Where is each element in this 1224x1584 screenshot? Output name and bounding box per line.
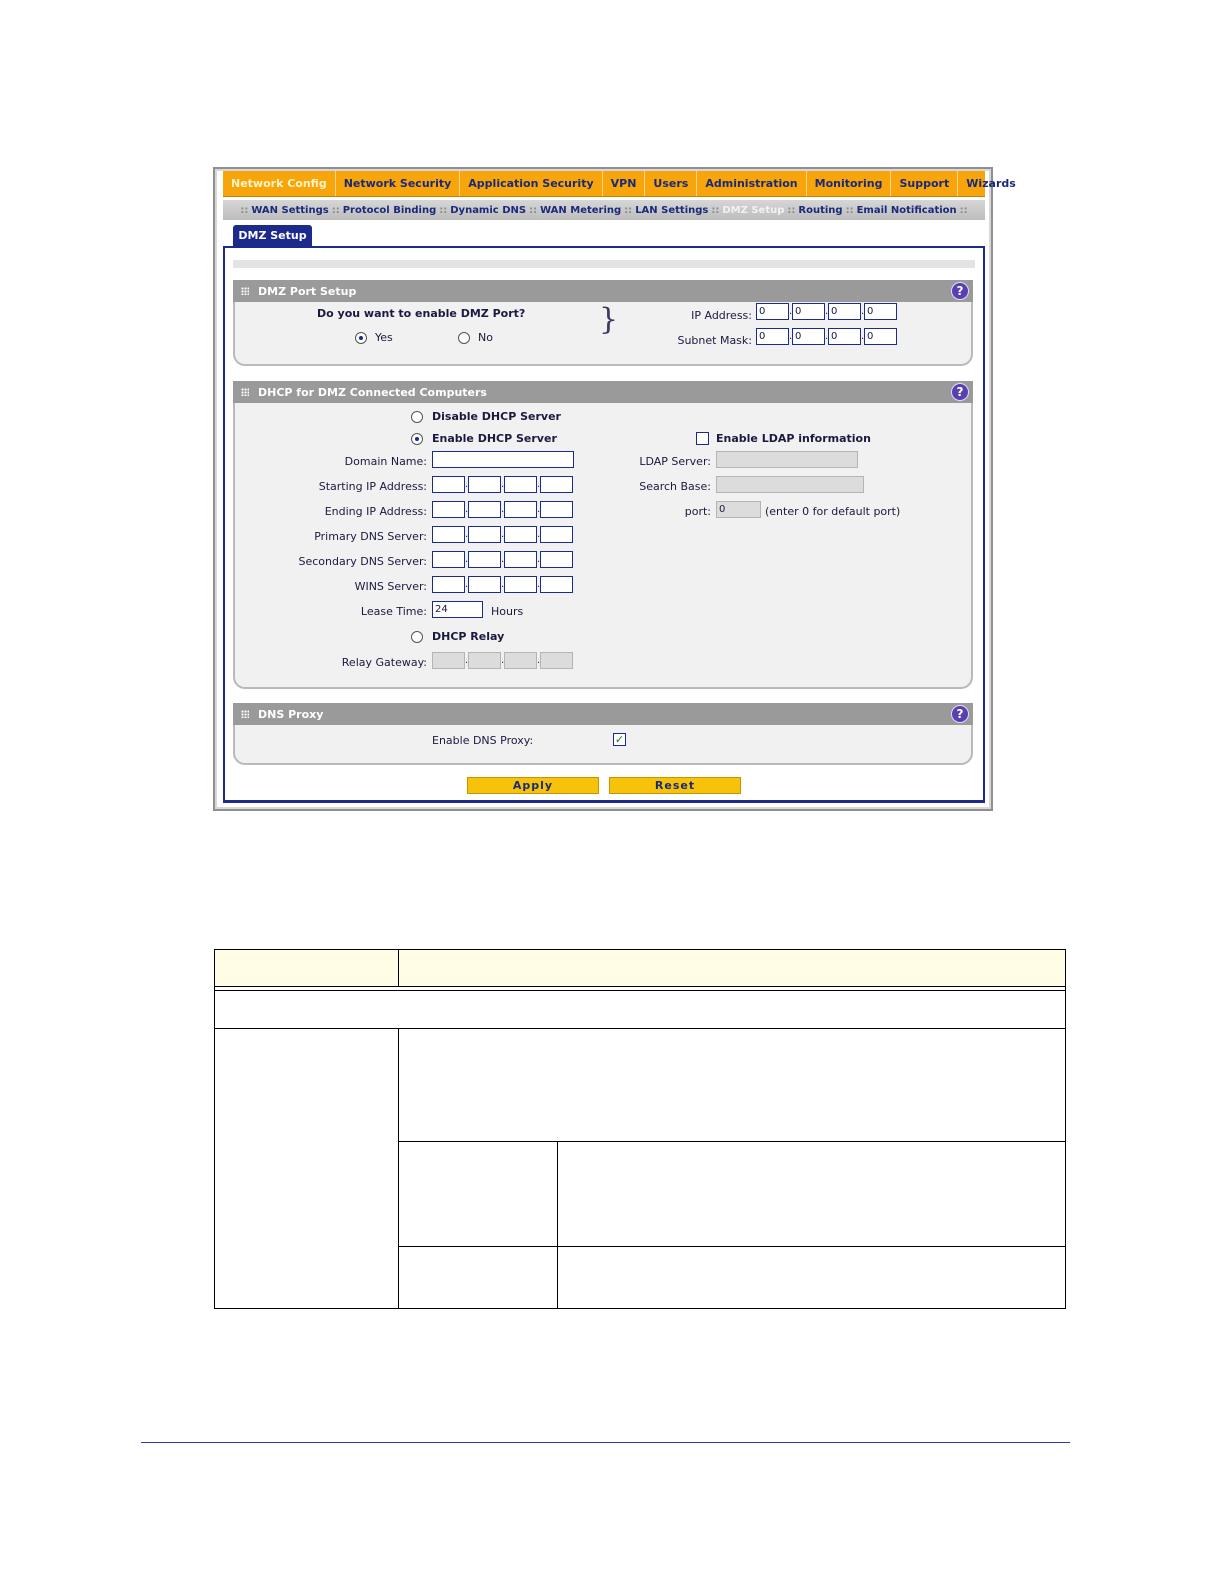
radio-dmz-yes[interactable] xyxy=(355,332,367,344)
ip-address-label: IP Address: xyxy=(691,309,752,322)
menu-wizards[interactable]: Wizards xyxy=(966,177,1016,190)
screenshot-frame xyxy=(213,167,1016,811)
domain-name-label: Domain Name: xyxy=(344,455,427,468)
grip-icon xyxy=(241,388,249,396)
subnet-mask-label: Subnet Mask: xyxy=(677,334,752,347)
radio-label-yes: Yes xyxy=(375,331,393,344)
submenu-wan-metering[interactable]: WAN Metering xyxy=(540,204,622,216)
relay-gateway-label: Relay Gateway: xyxy=(341,656,427,669)
wins-label: WINS Server: xyxy=(354,580,427,593)
section-body-dns-proxy xyxy=(233,725,973,765)
end-ip-octet-2[interactable] xyxy=(468,501,501,518)
reset-button[interactable]: Reset xyxy=(609,777,741,794)
table-header-row xyxy=(215,950,1065,986)
end-ip-octet-3[interactable] xyxy=(504,501,537,518)
section-title: DMZ Port Setup xyxy=(258,284,357,298)
port-input xyxy=(716,501,761,518)
ldap-server-label: LDAP Server: xyxy=(639,455,711,468)
radio-dmz-no[interactable] xyxy=(458,332,470,344)
end-ip-field: . . . xyxy=(432,501,573,518)
apply-button[interactable]: Apply xyxy=(467,777,599,794)
relay-gateway-field: . . . xyxy=(432,652,573,669)
menu-application-security[interactable]: Application Security xyxy=(460,171,602,196)
lease-time-input[interactable] xyxy=(432,601,483,618)
wins-octet-1[interactable] xyxy=(432,576,465,593)
menu-vpn[interactable]: VPN xyxy=(603,171,646,196)
start-ip-octet-4[interactable] xyxy=(540,476,573,493)
menu-network-config[interactable]: Network Config xyxy=(223,171,336,196)
mask-octet-4[interactable] xyxy=(864,328,897,345)
secondary-dns-label: Secondary DNS Server: xyxy=(298,555,427,568)
radio-label-no: No xyxy=(478,331,493,344)
ldap-server-input xyxy=(716,451,858,468)
grip-icon xyxy=(241,710,249,718)
secondary-dns-octet-4[interactable] xyxy=(540,551,573,568)
submenu-dynamic-dns[interactable]: Dynamic DNS xyxy=(450,204,527,216)
primary-dns-octet-3[interactable] xyxy=(504,526,537,543)
section-body-dhcp xyxy=(233,403,973,689)
section-title: DNS Proxy xyxy=(258,707,324,721)
ip-address-field: 0 . 0 . 0 . 0 xyxy=(756,303,897,320)
mask-octet-2[interactable] xyxy=(792,328,825,345)
primary-dns-field: . . . xyxy=(432,526,573,543)
lease-time-label: Lease Time: xyxy=(360,605,427,618)
subnet-mask-field: 0 . 0 . 0 . 0 xyxy=(756,328,897,345)
menu-administration[interactable]: Administration xyxy=(697,171,806,196)
secondary-dns-octet-2[interactable] xyxy=(468,551,501,568)
footer-rule xyxy=(141,1442,1070,1443)
end-ip-label: Ending IP Address: xyxy=(324,505,427,518)
mask-octet-1[interactable] xyxy=(756,328,789,345)
ip-octet-2[interactable] xyxy=(792,303,825,320)
dns-proxy-label: Enable DNS Proxy: xyxy=(432,734,534,747)
ldap-enable-checkbox[interactable] xyxy=(696,432,709,445)
submenu-email-notification[interactable]: Email Notification xyxy=(856,204,957,216)
section-header-dhcp xyxy=(233,381,973,403)
end-ip-octet-4[interactable] xyxy=(540,501,573,518)
primary-dns-octet-2[interactable] xyxy=(468,526,501,543)
search-base-input xyxy=(716,476,864,493)
section-body-dmz-port xyxy=(233,302,973,366)
help-icon[interactable]: ? xyxy=(951,282,969,300)
relay-octet-2 xyxy=(468,652,501,669)
ip-octet-4[interactable] xyxy=(864,303,897,320)
menu-monitoring[interactable]: Monitoring xyxy=(807,171,892,196)
menu-network-security[interactable]: Network Security xyxy=(336,171,461,196)
submenu-wan-settings[interactable]: WAN Settings xyxy=(251,204,329,216)
disable-dhcp-label: Disable DHCP Server xyxy=(432,410,561,423)
grip-icon xyxy=(241,287,249,295)
start-ip-label: Starting IP Address: xyxy=(318,480,427,493)
wins-octet-3[interactable] xyxy=(504,576,537,593)
table-border xyxy=(214,949,1066,1309)
primary-dns-octet-4[interactable] xyxy=(540,526,573,543)
port-label: port: xyxy=(684,505,711,518)
submenu-dmz-setup[interactable]: DMZ Setup xyxy=(722,204,785,216)
wins-field: . . . xyxy=(432,576,573,593)
ldap-enable-label: Enable LDAP information xyxy=(716,432,871,445)
menu-users[interactable]: Users xyxy=(645,171,697,196)
tab-dmz-setup[interactable]: DMZ Setup xyxy=(233,225,312,246)
submenu-protocol-binding[interactable]: Protocol Binding xyxy=(342,204,437,216)
help-icon[interactable]: ? xyxy=(951,383,969,401)
section-title: DHCP for DMZ Connected Computers xyxy=(258,385,487,399)
secondary-dns-octet-1[interactable] xyxy=(432,551,465,568)
submenu-routing[interactable]: Routing xyxy=(798,204,843,216)
sub-menu: :: WAN Settings :: Protocol Binding :: Dynamic DNS :: WAN Metering :: LAN Settings :: DMZ Setup :: Routing :: Email Notification :: xyxy=(223,200,985,220)
enable-dhcp-label: Enable DHCP Server xyxy=(432,432,557,445)
dhcp-relay-label: DHCP Relay xyxy=(432,630,505,643)
menu-support[interactable]: Support xyxy=(891,171,958,196)
submenu-lan-settings[interactable]: LAN Settings xyxy=(635,204,709,216)
divider xyxy=(233,260,975,268)
port-note: (enter 0 for default port) xyxy=(765,505,901,518)
primary-dns-label: Primary DNS Server: xyxy=(314,530,427,543)
brace-icon: } xyxy=(599,302,619,337)
content-panel xyxy=(223,246,985,803)
end-ip-octet-1[interactable] xyxy=(432,501,465,518)
relay-octet-1 xyxy=(432,652,465,669)
search-base-label: Search Base: xyxy=(639,480,711,493)
primary-dns-octet-1[interactable] xyxy=(432,526,465,543)
start-ip-octet-1[interactable] xyxy=(432,476,465,493)
radio-dhcp-relay[interactable] xyxy=(411,631,423,643)
relay-octet-3 xyxy=(504,652,537,669)
dns-proxy-checkbox[interactable]: ✓ xyxy=(614,733,625,746)
section-header-dns-proxy xyxy=(233,703,973,725)
wins-octet-2[interactable] xyxy=(468,576,501,593)
secondary-dns-field: . . . xyxy=(432,551,573,568)
radio-disable-dhcp[interactable] xyxy=(411,411,423,423)
ip-octet-1[interactable] xyxy=(756,303,789,320)
description-table xyxy=(214,949,1066,1309)
start-ip-octet-2[interactable] xyxy=(468,476,501,493)
main-menu xyxy=(223,171,1016,197)
mask-octet-3[interactable] xyxy=(828,328,861,345)
ip-octet-3[interactable] xyxy=(828,303,861,320)
start-ip-field: . . . xyxy=(432,476,573,493)
section-header-dmz-port xyxy=(233,280,973,302)
start-ip-octet-3[interactable] xyxy=(504,476,537,493)
relay-octet-4 xyxy=(540,652,573,669)
dmz-question: Do you want to enable DMZ Port? xyxy=(317,307,526,320)
help-icon[interactable]: ? xyxy=(951,705,969,723)
radio-enable-dhcp[interactable] xyxy=(411,433,423,445)
secondary-dns-octet-3[interactable] xyxy=(504,551,537,568)
domain-name-input[interactable] xyxy=(432,451,574,468)
hours-label: Hours xyxy=(491,605,524,618)
wins-octet-4[interactable] xyxy=(540,576,573,593)
